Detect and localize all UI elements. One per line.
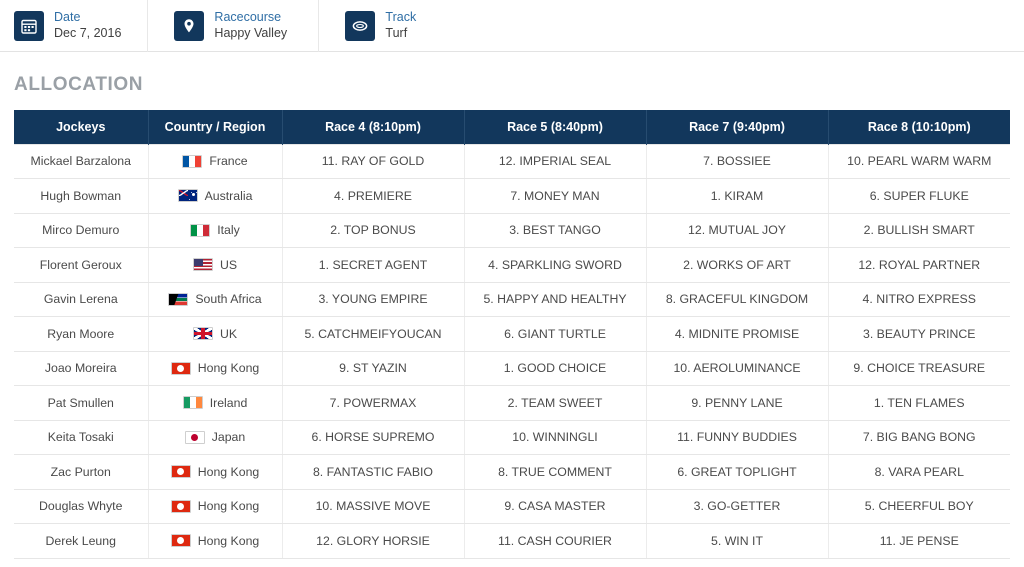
- column-header-race5[interactable]: Race 5 (8:40pm): [464, 110, 646, 144]
- cell-race5: 4. SPARKLING SWORD: [464, 248, 646, 283]
- cell-race8: 11. JE PENSE: [828, 524, 1010, 559]
- meta-label-date: Date: [54, 10, 81, 24]
- table-row: [14, 420, 1010, 455]
- cell-race4: 11. RAY OF GOLD: [282, 144, 464, 179]
- table-row: [14, 489, 1010, 524]
- cell-race8: 2. BULLISH SMART: [828, 213, 1010, 248]
- table-row: [14, 179, 1010, 214]
- flag-icon: [168, 293, 188, 306]
- location-pin-icon: [174, 11, 204, 41]
- cell-jockey: Douglas Whyte: [14, 489, 148, 524]
- cell-race4: 6. HORSE SUPREMO: [282, 420, 464, 455]
- cell-jockey: Ryan Moore: [14, 317, 148, 352]
- country-label: France: [209, 154, 248, 169]
- country-label: Japan: [211, 430, 246, 445]
- cell-race5: 5. HAPPY AND HEALTHY: [464, 282, 646, 317]
- cell-race7: 8. GRACEFUL KINGDOM: [646, 282, 828, 317]
- cell-country: [148, 144, 282, 179]
- cell-race8: 7. BIG BANG BONG: [828, 420, 1010, 455]
- flag-icon: [183, 396, 203, 409]
- cell-jockey: Zac Purton: [14, 455, 148, 490]
- flag-icon: [193, 327, 213, 340]
- table-row: [14, 386, 1010, 421]
- cell-country: [148, 455, 282, 490]
- country-label: US: [219, 257, 238, 272]
- cell-race4: 1. SECRET AGENT: [282, 248, 464, 283]
- cell-race7: 6. GREAT TOPLIGHT: [646, 455, 828, 490]
- meta-item-track: [345, 0, 442, 52]
- allocation-table-wrap: [0, 110, 1024, 559]
- cell-race8: 1. TEN FLAMES: [828, 386, 1010, 421]
- cell-country: [148, 248, 282, 283]
- cell-race5: 1. GOOD CHOICE: [464, 351, 646, 386]
- country-label: Hong Kong: [197, 464, 260, 479]
- cell-race4: 4. PREMIERE: [282, 179, 464, 214]
- country-label: South Africa: [195, 292, 262, 307]
- flag-icon: [171, 362, 191, 375]
- cell-race4: 2. TOP BONUS: [282, 213, 464, 248]
- flag-icon: [178, 189, 198, 202]
- cell-jockey: Keita Tosaki: [14, 420, 148, 455]
- column-header-race7[interactable]: Race 7 (9:40pm): [646, 110, 828, 144]
- cell-country: [148, 524, 282, 559]
- cell-country: [148, 317, 282, 352]
- cell-country: [148, 282, 282, 317]
- table-body: [14, 144, 1010, 558]
- cell-jockey: Derek Leung: [14, 524, 148, 559]
- meta-item-date: [14, 0, 148, 52]
- cell-jockey: Pat Smullen: [14, 386, 148, 421]
- country-label: Italy: [217, 223, 240, 238]
- country-label: UK: [219, 326, 238, 341]
- cell-race8: 6. SUPER FLUKE: [828, 179, 1010, 214]
- calendar-icon: [14, 11, 44, 41]
- cell-race5: 9. CASA MASTER: [464, 489, 646, 524]
- column-header-country[interactable]: Country / Region: [148, 110, 282, 144]
- flag-icon: [171, 500, 191, 513]
- cell-race5: 12. IMPERIAL SEAL: [464, 144, 646, 179]
- flag-icon: [171, 465, 191, 478]
- race-meta-bar: [0, 0, 1024, 52]
- cell-race7: 11. FUNNY BUDDIES: [646, 420, 828, 455]
- cell-race8: 8. VARA PEARL: [828, 455, 1010, 490]
- cell-jockey: Mirco Demuro: [14, 213, 148, 248]
- cell-race7: 10. AEROLUMINANCE: [646, 351, 828, 386]
- column-header-race4[interactable]: Race 4 (8:10pm): [282, 110, 464, 144]
- table-row: [14, 524, 1010, 559]
- cell-race7: 2. WORKS OF ART: [646, 248, 828, 283]
- country-label: Australia: [204, 188, 253, 203]
- allocation-table: [14, 110, 1010, 559]
- meta-text-racecourse: [214, 10, 287, 41]
- cell-race8: 10. PEARL WARM WARM: [828, 144, 1010, 179]
- cell-race8: 12. ROYAL PARTNER: [828, 248, 1010, 283]
- cell-race4: 8. FANTASTIC FABIO: [282, 455, 464, 490]
- cell-race7: 4. MIDNITE PROMISE: [646, 317, 828, 352]
- cell-race5: 10. WINNINGLI: [464, 420, 646, 455]
- country-label: Ireland: [209, 395, 248, 410]
- cell-race5: 11. CASH COURIER: [464, 524, 646, 559]
- flag-icon: [171, 534, 191, 547]
- cell-race4: 3. YOUNG EMPIRE: [282, 282, 464, 317]
- column-header-race8[interactable]: Race 8 (10:10pm): [828, 110, 1010, 144]
- meta-label-track: Track: [385, 10, 417, 24]
- cell-race5: 7. MONEY MAN: [464, 179, 646, 214]
- flag-icon: [193, 258, 213, 271]
- cell-race5: 3. BEST TANGO: [464, 213, 646, 248]
- flag-icon: [190, 224, 210, 237]
- column-header-jockeys[interactable]: Jockeys: [14, 110, 148, 144]
- cell-country: [148, 213, 282, 248]
- cell-jockey: Mickael Barzalona: [14, 144, 148, 179]
- meta-value-track: Turf: [385, 26, 408, 40]
- meta-item-racecourse: [174, 0, 319, 52]
- table-row: [14, 248, 1010, 283]
- cell-race4: 5. CATCHMEIFYOUCAN: [282, 317, 464, 352]
- cell-jockey: Florent Geroux: [14, 248, 148, 283]
- flag-icon: [182, 155, 202, 168]
- cell-race5: 8. TRUE COMMENT: [464, 455, 646, 490]
- cell-race7: 1. KIRAM: [646, 179, 828, 214]
- cell-race4: 10. MASSIVE MOVE: [282, 489, 464, 524]
- table-row: [14, 455, 1010, 490]
- meta-text-track: [385, 10, 416, 41]
- cell-race4: 12. GLORY HORSIE: [282, 524, 464, 559]
- cell-race8: 5. CHEERFUL BOY: [828, 489, 1010, 524]
- table-row: [14, 282, 1010, 317]
- cell-country: [148, 489, 282, 524]
- cell-race8: 4. NITRO EXPRESS: [828, 282, 1010, 317]
- track-oval-icon: [345, 11, 375, 41]
- table-row: [14, 317, 1010, 352]
- cell-country: [148, 179, 282, 214]
- cell-race7: 3. GO-GETTER: [646, 489, 828, 524]
- cell-race5: 6. GIANT TURTLE: [464, 317, 646, 352]
- cell-race7: 5. WIN IT: [646, 524, 828, 559]
- flag-icon: [185, 431, 205, 444]
- cell-race7: 7. BOSSIEE: [646, 144, 828, 179]
- cell-race4: 9. ST YAZIN: [282, 351, 464, 386]
- country-label: Hong Kong: [197, 533, 260, 548]
- table-row: [14, 351, 1010, 386]
- meta-label-racecourse: Racecourse: [214, 10, 282, 24]
- table-row: [14, 213, 1010, 248]
- table-row: [14, 144, 1010, 179]
- cell-jockey: Joao Moreira: [14, 351, 148, 386]
- cell-country: [148, 420, 282, 455]
- cell-race7: 12. MUTUAL JOY: [646, 213, 828, 248]
- cell-jockey: Gavin Lerena: [14, 282, 148, 317]
- cell-race4: 7. POWERMAX: [282, 386, 464, 421]
- cell-country: [148, 386, 282, 421]
- meta-value-date: Dec 7, 2016: [54, 26, 122, 40]
- page-title: ALLOCATION: [14, 74, 144, 95]
- cell-race8: 9. CHOICE TREASURE: [828, 351, 1010, 386]
- cell-race8: 3. BEAUTY PRINCE: [828, 317, 1010, 352]
- meta-value-racecourse: Happy Valley: [214, 26, 288, 40]
- cell-race7: 9. PENNY LANE: [646, 386, 828, 421]
- cell-jockey: Hugh Bowman: [14, 179, 148, 214]
- cell-country: [148, 351, 282, 386]
- table-header: [14, 110, 1010, 144]
- country-label: Hong Kong: [197, 361, 260, 376]
- meta-text-date: [54, 10, 121, 41]
- country-label: Hong Kong: [197, 499, 260, 514]
- cell-race5: 2. TEAM SWEET: [464, 386, 646, 421]
- table-header-row: [14, 110, 1010, 144]
